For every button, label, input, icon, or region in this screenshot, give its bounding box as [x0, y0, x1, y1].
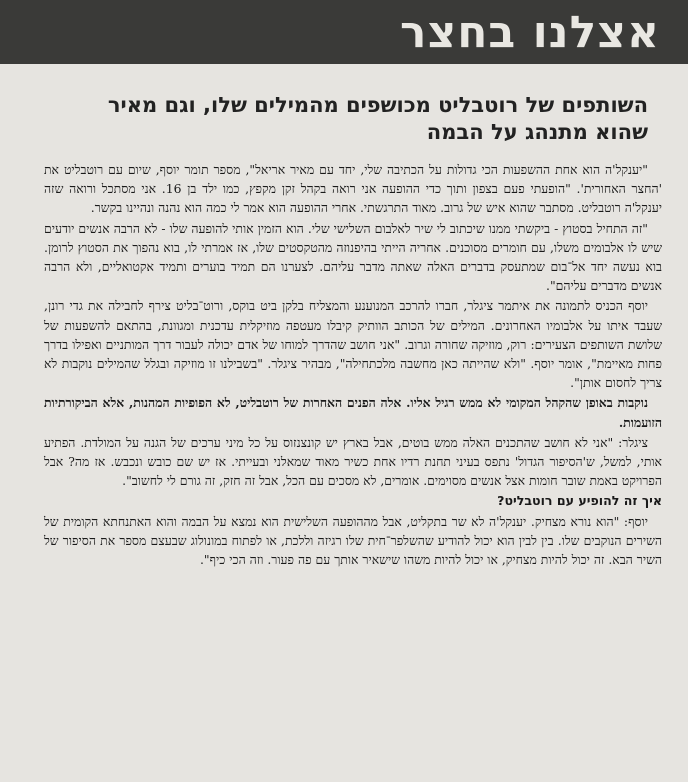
- article-paragraph: יוסף: "הוא נורא מצחיק. יענקל'ה לא שר בתקליט, אבל מההופעה השלישית הוא נמצא על הבמה והוא האתנחתא הקומית של השירים הנוקבים שלו. בין לבין הוא יכול להודיע שהשלפר־חית שלו רגיזה וללכת, או לפתוח במונולוג שבעצם מספר את הסיפור של השיר הבא. זה יכול להיות מצחיק, או יכול להיות משהו שישאיר אותך עם פה פעור. וזה הכי כיף".: [44, 513, 662, 568]
- article-deck: השותפים של רוטבליט מכושפים מהמילים שלו, וגם מאיר שהוא מתנהג על הבמה: [107, 93, 648, 144]
- section-title: אצלנו בחצר: [399, 6, 660, 58]
- article-paragraph: יוסף הכניס לתמונה את איתמר ציגלר, חברו להרכב המנוענע והמצליח בלקן ביט בוקס, ורוט־בליט צירף לחבילה את גדי רונן, שעבד איתו על אלבומיו האחרונים. המילים של הכותב הוותיק קיבלו מעטפה מוזיקלית עדכנית ומגוונת, בהתאם להשפעות של שלושת השותפים הצעירים: רוק, מוזיקה שחורה וגרוב. "אני חושב שהדרך למוחו של אדם יכולה לעבור דרך המותניים ואפילו בדרך פחות מאיימת", אומר יוסף. "ולא שהייתה כאן מחשבה מלכתחילה", מבהיר ציגלר. "בשבילנו זו מוזיקה ובגלל שהמילים נוקבות לא צריך לחסום אותן".: [44, 298, 662, 391]
- interview-question: איך זה להופיע עם רוטבליט?: [497, 493, 662, 509]
- article-paragraph: "זה התחיל בסטוץ - ביקשתי ממנו שיכתוב לי שיר לאלבום השלישי שלי. הוא הזמין אותי להופעה שלו - לא הרבה אנשים יודעים שיש לו אלבומים משלו, עם חומרים מסוכנים. אחריה הייתי בהיפנוזה מהטקסטים שלו, אז אמרתי לו, בוא נהפוך את הסטוץ לרומן. בוא נעשה יחד אל־בום שמתעסק בדברים האלה שאתה מדבר עליהם. לצערנו הם תמיד בוערים ותמיד אקטואליים, ולא הרבה אנשים מדברים עליהם".: [44, 220, 662, 294]
- article-paragraph: ציגלר: "אני לא חושב שהתכנים האלה ממש בוטים, אבל בארץ יש קונצנזוס על כל מיני ערכים של הגנה על המולדת. הפתיע אותי, למשל, ש'הסיפור הגדול' נתפס בעיני תחנת רדיו אחת כשיר מאוד שמאלני ובעייתי. אז יש שם כובש ונכבש. אז מה? אבל הפרויקט באמת שובר חומות אצל אנשים מסוימים. אומרים, לא מסכים עם הכל, אבל זה חזק, זה גורם לי לחשוב".: [44, 434, 662, 489]
- article-body: [44, 160, 662, 570]
- article-paragraph-emphasis: נוקבות באופן שהקהל המקומי לא ממש רגיל אליו. אלה הפנים האחרות של רוטבליט, לא הפופיות המהנות, אלא הביקורתיות הזועמות.: [44, 395, 662, 430]
- section-header: [0, 0, 688, 64]
- article-paragraph: "יענקל'ה הוא אחת ההשפעות הכי גדולות על הכתיבה שלי, יחד עם מאיר אריאל", מספר תומר יוסף, שיום עם רוטבליט את 'החצר האחורית'. "הופעתי פעם בצפון ותוך כדי ההופעה אני רואה בקהל זקן מקפץ, כמו ילד בן 16. אני מסתכל ורואה שזה יענקל'ה רוטבליט. מסתבר שהוא איש של גרוב. מאוד התרגשתי. אחרי ההופעה הוא אמר לי כמה הוא נהנה ונהיינו בקשר.: [44, 162, 662, 216]
